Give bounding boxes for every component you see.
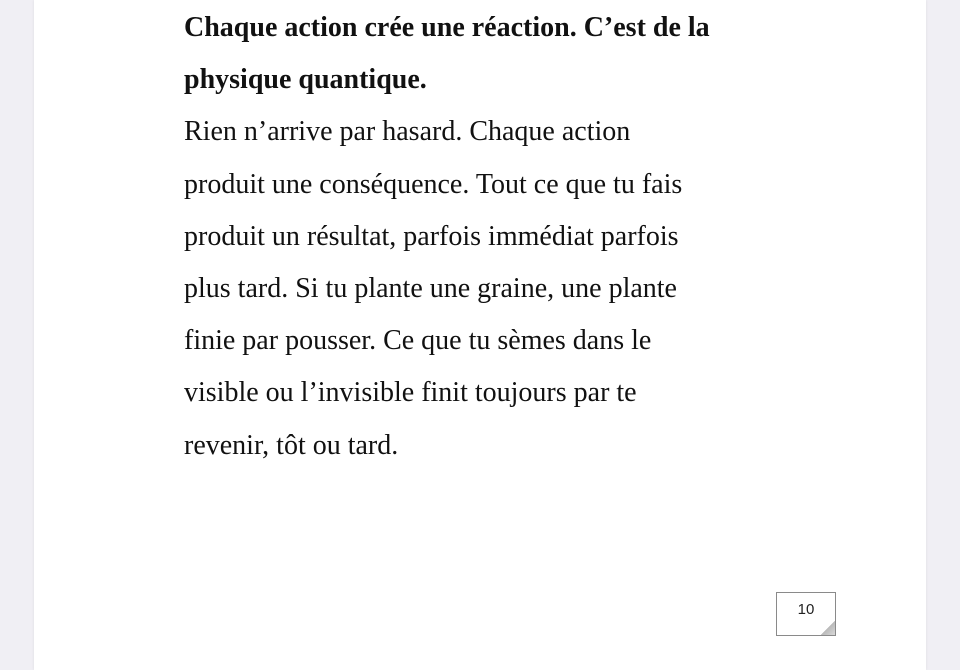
body-line: plus tard. Si tu plante une graine, une plante	[184, 272, 677, 304]
body-line: visible ou l’invisible finit toujours par te	[184, 377, 637, 409]
heading	[184, 2, 804, 106]
document-page	[34, 0, 926, 670]
body-line: produit un résultat, parfois immédiat parfois	[184, 220, 679, 252]
body-line: produit une conséquence. Tout ce que tu fais	[184, 168, 683, 200]
heading-line: Chaque action crée une réaction. C’est de la	[184, 12, 710, 43]
body-paragraph	[184, 106, 804, 471]
folded-corner-icon	[821, 621, 835, 635]
page-number: 10	[797, 601, 815, 618]
text-block	[184, 2, 804, 472]
body-line: Rien n’arrive par hasard. Chaque action	[184, 116, 631, 148]
body-line: finie par pousser. Ce que tu sèmes dans le	[184, 325, 652, 357]
heading-line: physique quantique.	[184, 64, 427, 96]
body-line: revenir, tôt ou tard.	[184, 429, 399, 461]
page-number-box	[776, 592, 836, 636]
